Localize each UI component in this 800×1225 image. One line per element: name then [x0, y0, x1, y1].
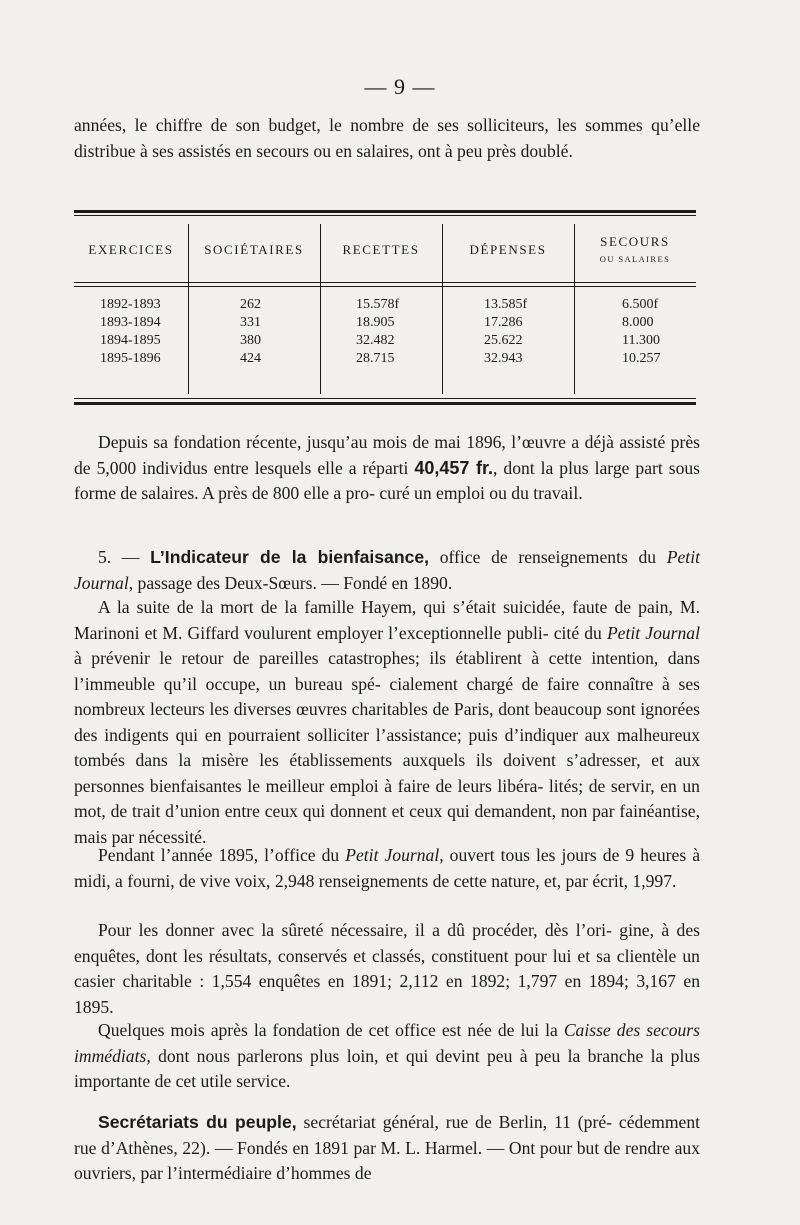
text-line: œuvres charitables de Paris, dont beaucoup sont ignorées des indigents: [74, 699, 701, 745]
text-fragment: Quelques mois après la fondation de cet office est née de lui la: [98, 1020, 564, 1040]
text-line: dont la plus large part sous forme de salaires. A près de 800 elle a pro-: [74, 457, 701, 503]
text-line: et aux personnes bienfaisantes le meilleur emploi à faire de leurs libéra-: [74, 750, 701, 796]
amount-total: 40,457 fr.: [414, 457, 494, 478]
table-cell: 331: [240, 315, 261, 330]
text-line: qui en pourraient solliciter l’assistance; puis d’indiquer aux malheureux: [175, 724, 701, 745]
column-exercices: [100, 296, 161, 368]
table-cell: 32.943: [484, 351, 523, 366]
column-societaires: [240, 296, 261, 368]
header-depenses: DÉPENSES: [469, 242, 547, 257]
intro-line: années, le chiffre de son budget, le nombre de ses solliciteurs, les sommes: [74, 115, 643, 135]
text-line: A la suite de la mort de la famille Hayem, qui s’était suicidée, faute de: [98, 597, 632, 617]
paragraph-depuis: [74, 430, 700, 507]
publication-name: Petit Journal,: [345, 845, 444, 865]
text-fragment: à prévenir le retour de pareilles catastrophes; ils: [74, 648, 447, 668]
table-cell: 32.482: [356, 333, 395, 348]
text-line: curé un emploi ou du travail.: [379, 483, 583, 503]
text-fragment: cité du: [553, 622, 607, 643]
text-line: Ont pour but de rendre aux ouvriers, par l’intermédiaire d’hommes de: [74, 1137, 700, 1183]
table-cell: 262: [240, 297, 261, 312]
text-line: cialement chargé de faire connaître à ses nombreux lecteurs les diverses: [74, 673, 700, 719]
text-line: établirent à cette intention, dans l’immeuble qu’il occupe, un bureau spé-: [74, 648, 700, 694]
table-cell: 11.300: [622, 333, 660, 348]
text-line: Pour les donner avec la sûreté nécessaire, il a dû procéder, dès l’ori-: [98, 920, 612, 940]
table-cell: 1892-1893: [100, 297, 161, 312]
text-line: gine, à des enquêtes, dont les résultats, conservés et classés, constituent: [74, 920, 701, 966]
text-line: lités; de servir, en un mot, de trait d’union entre ceux qui donnent et: [74, 775, 700, 821]
paragraph-hayem: [74, 595, 700, 850]
table-cell: 1895-1896: [100, 351, 161, 366]
intro-line: qu’elle distribue à ses assistés en secours ou en salaires, ont à peu près: [74, 115, 701, 161]
text-line: pain, M. Marinoni et M. Giffard voulurent employer l’exceptionnelle publi-: [74, 597, 700, 643]
column-recettes: [356, 296, 399, 368]
paragraph-quelques: [74, 1018, 700, 1095]
header-secours-sub: OU SALAIRES: [599, 254, 671, 264]
text-fragment: du: [638, 547, 667, 567]
column-secours: [622, 296, 661, 368]
text-line: 9 heures à midi, a fourni, de vive voix, 2,948 renseignements de cette: [74, 845, 701, 891]
text-fragment: office de renseignements: [429, 547, 628, 567]
table-cell: 10.257: [622, 351, 661, 366]
table-cell: 17.286: [484, 315, 523, 330]
intro-paragraph: [74, 113, 700, 164]
text-line: assisté près de 5,000 individus entre lesquels elle a réparti: [74, 432, 700, 478]
publication-name: Petit Journal: [606, 622, 700, 643]
section-number: 5. —: [98, 547, 151, 567]
table-cell: 380: [240, 333, 261, 348]
statistics-table: [74, 210, 696, 406]
table-cell: 28.715: [356, 351, 395, 366]
paragraph-pendant: [74, 843, 700, 894]
column-depenses: [484, 296, 527, 368]
header-societaires: SOCIÉTAIRES: [204, 242, 304, 257]
section-title: Secrétariats du peuple,: [98, 1112, 297, 1132]
header-exercices: EXERCICES: [88, 242, 174, 257]
paragraph-pour: [74, 918, 700, 1020]
publication-name: Petit Journal: [74, 547, 700, 593]
table-cell: 8.000: [622, 315, 654, 330]
institution-name: des secours immédiats,: [74, 1020, 701, 1066]
text-fragment: ouvert tous les jours de: [443, 845, 620, 865]
text-fragment: secrétariat général, rue de Berlin, 11 (pré-: [296, 1112, 612, 1132]
text-fragment: , passage des Deux-Sœurs. — Fondé en 1890.: [128, 572, 453, 593]
table-cell: 18.905: [356, 315, 395, 330]
text-fragment: ,: [493, 457, 498, 478]
section-title: L’Indicateur de la bienfaisance,: [150, 547, 430, 567]
section-5: [74, 545, 700, 596]
text-line: pour lui et sa clientèle un casier charitable : 1,554 enquêtes en 1891;: [74, 945, 700, 991]
text-line: tombés dans la misère les établissements auxquels ils doivent s’adresser,: [74, 750, 641, 770]
text-line: 2,112 en 1892; 1,797 en 1894; 3,167 en 1895.: [74, 971, 700, 1017]
header-secours: [574, 234, 696, 264]
page-number: — 9 —: [364, 74, 436, 99]
text-line: ceux qui demandent, non par fainéantise, mais par nécessité.: [74, 801, 700, 847]
text-line: cédemment rue d’Athènes, 22). — Fondés en 1891 par M. L. Harmel. —: [74, 1112, 701, 1158]
header-secours-label: SECOURS: [600, 234, 670, 249]
text-fragment: dont nous parlerons plus loin, et qui devint peu à: [150, 1045, 528, 1066]
text-line: nature, et, par écrit, 1,997.: [491, 870, 677, 891]
paragraph-secretariats: [74, 1110, 700, 1187]
table-cell: 15.578f: [356, 297, 400, 312]
intro-line: doublé.: [520, 140, 573, 161]
table-cell: 25.622: [484, 333, 523, 348]
table-cell: 13.585f: [484, 297, 528, 312]
table-cell: 424: [240, 351, 261, 366]
institution-name: Caisse: [563, 1020, 611, 1040]
text-line: peu la branche la plus importante de cet utile service.: [74, 1045, 700, 1091]
table-cell: 1894-1895: [100, 333, 161, 348]
text-line: Depuis sa fondation récente, jusqu’au mois de mai 1896, l’œuvre a déjà: [98, 432, 614, 452]
text-fragment: Pendant l’année 1895, l’office du: [98, 845, 346, 865]
header-recettes: RECETTES: [342, 242, 420, 257]
table-cell: 6.500f: [622, 297, 659, 312]
table-cell: 1893-1894: [100, 315, 161, 330]
